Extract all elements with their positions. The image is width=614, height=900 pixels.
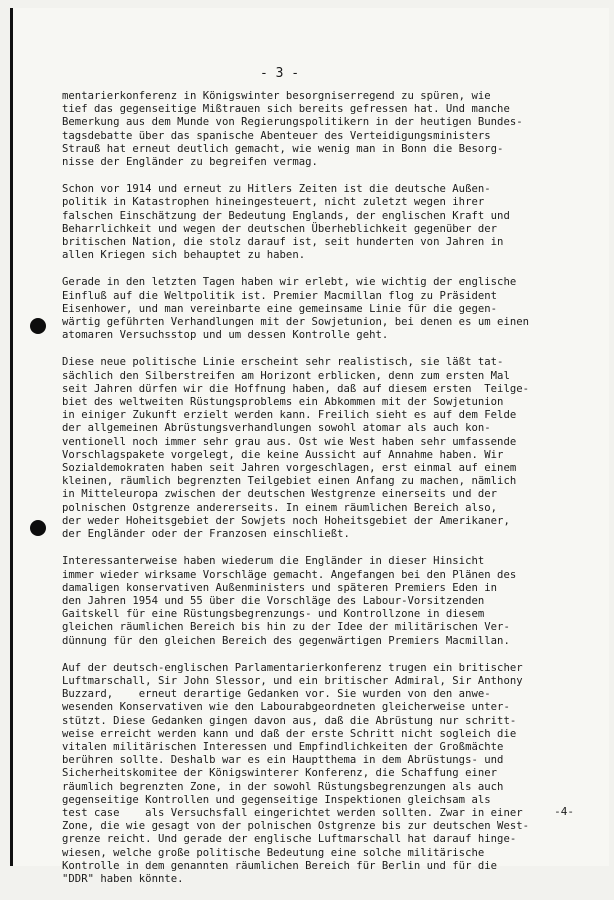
text-line: Kontrolle in dem genannten räumlichen Bereich für Berlin und für die (62, 859, 498, 872)
text-line: polnischen Ostgrenze andererseits. In einem räumlichen Bereich also, (62, 501, 498, 514)
text-line: Sicherheitskomitee der Königswinterer Konferenz, die Schaffung einer (62, 767, 498, 780)
paragraph (62, 276, 582, 342)
text-line: der weder Hoheitsgebiet der Sowjets noch Hoheitsgebiet der Amerikaner, (62, 514, 510, 527)
text-line: der Engländer oder der Franzosen einschließt. (62, 528, 350, 541)
text-line: wärtig geführten Verhandlungen mit der Sowjetunion, bei denen es um einen (62, 316, 530, 329)
text-line: dünnung für den gleichen Bereich des gegenwärtigen Premiers Macmillan. (62, 634, 510, 647)
text-line: weise erreicht werden kann und daß der erste Schritt nicht sogleich die (62, 727, 517, 740)
page-number: - 3 - (260, 66, 300, 81)
text-line: test case als Versuchsfall eingerichtet werden sollten. Zwar in einer (62, 806, 523, 819)
text-line: Gaitskell für eine Rüstungsbegrenzungs- und Kontrollzone in diesem (62, 608, 485, 621)
text-line: berühren sollte. Deshalb war es ein Hauptthema in dem Abrüstungs- und (62, 754, 504, 767)
text-line: nisse der Engländer zu begreifen vermag. (62, 156, 318, 169)
paragraph (62, 183, 582, 262)
text-line: Bemerkung aus dem Munde von Regierungspolitikern in der heutigen Bundes- (62, 116, 523, 129)
text-line: Luftmarschall, Sir John Slessor, und ein britischer Admiral, Sir Anthony (62, 674, 523, 687)
text-line: Zone, die wie gesagt von der polnischen Ostgrenze bis zur deutschen West- (62, 820, 530, 833)
text-line: Schon vor 1914 und erneut zu Hitlers Zeiten ist die deutsche Außen- (62, 183, 491, 196)
page-continuation-marker: -4- (554, 805, 574, 818)
paragraph (62, 662, 582, 886)
text-line: stützt. Diese Gedanken gingen davon aus, daß die Abrüstung nur schritt- (62, 714, 517, 727)
text-line: den Jahren 1954 und 55 über die Vorschläge des Labour-Vorsitzenden (62, 594, 485, 607)
text-line: gleichen räumlichen Bereich bis hin zu der Idee der militärischen Ver- (62, 621, 510, 634)
text-line: seit Jahren dürfen wir die Hoffnung haben, daß auf diesem ersten Teilge- (62, 382, 530, 395)
text-line: "DDR" haben könnte. (62, 872, 184, 885)
text-line: Strauß hat erneut deutlich gemacht, wie wenig man in Bonn die Besorg- (62, 142, 504, 155)
paragraph (62, 555, 582, 647)
text-line: politik in Katastrophen hineingesteuert, nicht zuletzt wegen ihrer (62, 196, 485, 209)
text-line: Einfluß auf die Weltpolitik ist. Premier Macmillan flog zu Präsident (62, 289, 498, 302)
text-line: sächlich den Silberstreifen am Horizont erblicken, denn zum ersten Mal (62, 369, 510, 382)
text-line: der allgemeinen Abrüstungsverhandlungen sowohl atomar als auch kon- (62, 422, 491, 435)
text-line: gegenseitige Kontrollen und gegenseitige Inspektionen gleichsam als (62, 793, 491, 806)
text-line: Sozialdemokraten haben seit Jahren vorgeschlagen, erst einmal auf einem (62, 462, 517, 475)
paragraph (62, 90, 582, 169)
text-line: atomaren Versuchsstop und um dessen Kontrolle geht. (62, 329, 389, 342)
text-line: wesenden Konservativen wie den Labourabgeordneten gleicherweise unter- (62, 701, 510, 714)
text-line: Eisenhower, und man vereinbarte eine gemeinsame Linie für die gegen- (62, 302, 498, 315)
text-line: Beharrlichkeit und wegen der deutschen Überheblichkeit gegenüber der (62, 222, 498, 235)
text-line: tagsdebatte über das spanische Abenteuer des Verteidigungsministers (62, 129, 491, 142)
punch-hole-lower (30, 520, 46, 536)
text-line: Buzzard, erneut derartige Gedanken vor. Sie wurden von den anwe- (62, 688, 491, 701)
text-line: allen Kriegen sich behauptet zu haben. (62, 249, 306, 262)
text-line: Diese neue politische Linie erscheint sehr realistisch, sie läßt tat- (62, 356, 504, 369)
text-line: in Mitteleuropa zwischen der deutschen Westgrenze einerseits und der (62, 488, 498, 501)
text-line: grenze reicht. Und gerade der englische Luftmarschall hat darauf hinge- (62, 833, 517, 846)
paragraph (62, 356, 582, 541)
text-line: Vorschlagspakete vorgelegt, die keine Aussicht auf Annahme haben. Wir (62, 448, 504, 461)
text-line: britischen Nation, die stolz darauf ist, seit hunderten von Jahren in (62, 236, 504, 249)
text-line: immer wieder wirksame Vorschläge gemacht. Angefangen bei den Plänen des (62, 568, 517, 581)
text-line: Interessanterweise haben wiederum die Engländer in dieser Hinsicht (62, 555, 485, 568)
text-line: vitalen militärischen Interessen und Empfindlichkeiten der Großmächte (62, 740, 504, 753)
text-line: Gerade in den letzten Tagen haben wir erlebt, wie wichtig der englische (62, 276, 517, 289)
text-line: biet des weltweiten Rüstungsproblems ein Abkommen mit der Sowjetunion (62, 396, 504, 409)
text-line: falschen Einschätzung der Bedeutung Englands, der englischen Kraft und (62, 209, 510, 222)
punch-hole-upper (30, 318, 46, 334)
text-line: kleinen, räumlich begrenzten Teilgebiet einen Anfang zu machen, nämlich (62, 475, 517, 488)
text-line: damaligen konservativen Außenministers und späteren Premiers Eden in (62, 581, 498, 594)
text-line: Auf der deutsch-englischen Parlamentarierkonferenz trugen ein britischer (62, 661, 523, 674)
text-line: wiesen, welche große politische Bedeutung eine solche militärische (62, 846, 485, 859)
text-line: tief das gegenseitige Mißtrauen sich bereits gefressen hat. Und manche (62, 103, 510, 116)
text-line: mentarierkonferenz in Königswinter besorgniserregend zu spüren, wie (62, 90, 491, 102)
text-line: in einiger Zukunft erzielt werden kann. Freilich sieht es auf dem Felde (62, 409, 517, 422)
document-body (62, 90, 582, 900)
text-line: räumlich begrenzten Zone, in der sowohl Rüstungsbegrenzungen als auch (62, 780, 504, 793)
text-line: ventionell noch immer sehr grau aus. Ost wie West haben sehr umfassende (62, 435, 517, 448)
